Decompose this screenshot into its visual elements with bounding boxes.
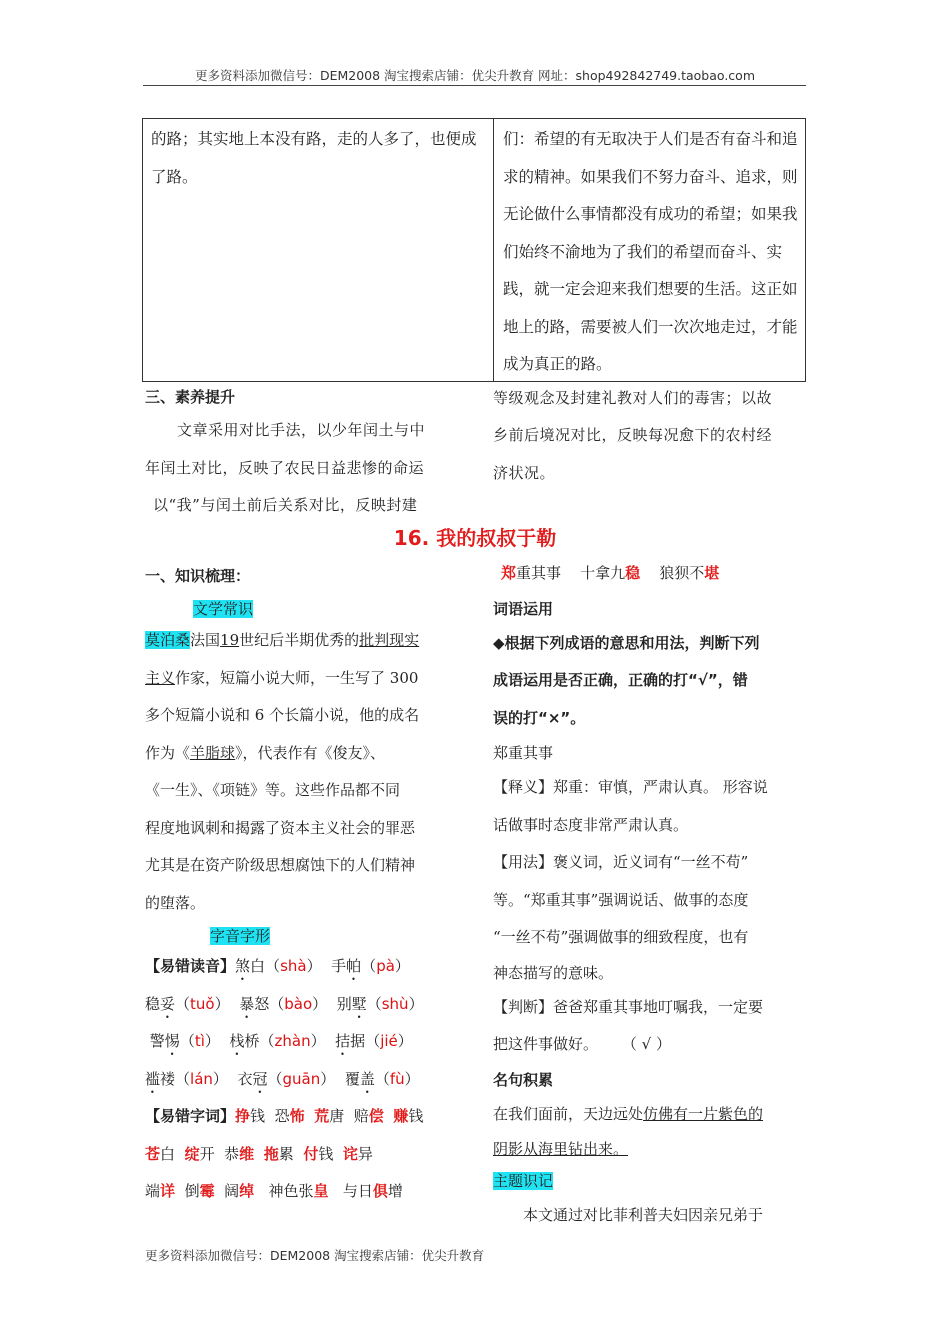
pron-char: 帕 xyxy=(346,957,362,975)
char-item xyxy=(354,1107,384,1125)
red-char: 维 xyxy=(239,1144,255,1163)
judge-line: 把这件事做好。 （ √ ） xyxy=(493,1035,671,1053)
pron-char: 褴 xyxy=(145,1069,161,1088)
char: 恭 xyxy=(224,1144,240,1163)
judge-line: 【判断】爸爸郑重其事地叮嘱我，一定要 xyxy=(493,997,764,1016)
char-line xyxy=(145,1098,465,1136)
pronunciation-item: 煞白（shà） xyxy=(235,957,322,975)
char-item xyxy=(224,1145,254,1163)
idiom xyxy=(580,564,640,582)
words-usage-heading: 词语运用 xyxy=(493,599,554,618)
pron-char: 警 xyxy=(149,1032,165,1050)
pronunciation-line xyxy=(145,986,465,1024)
char-item xyxy=(145,1182,175,1200)
char-item xyxy=(275,1107,305,1125)
definition-line: 【释义】郑重：审慎，严肃认真。 形容说 xyxy=(493,778,768,796)
char: 与日 xyxy=(342,1182,373,1200)
pinyin: guān xyxy=(282,1069,321,1088)
char-item xyxy=(314,1107,344,1125)
section3-line: 年闰土对比，反映了农民日益悲惨的命运 xyxy=(145,459,425,477)
red-char: 挣 xyxy=(235,1107,251,1125)
char: 赔 xyxy=(353,1107,369,1125)
idiom-word: 郑重其事 xyxy=(493,744,554,762)
pron-char: 墅 xyxy=(351,994,367,1013)
literature-label: 文学常识 xyxy=(193,600,254,618)
pron-char: 手 xyxy=(331,957,347,975)
pinyin: shù xyxy=(381,994,409,1013)
pronunciation-label-text: 【易错读音】 xyxy=(145,957,236,975)
char: 异 xyxy=(357,1144,373,1163)
section3-line: 乡前后境况对比，反映每况愈下的农村经 xyxy=(493,426,773,444)
pron-char: 衣 xyxy=(237,1069,253,1088)
red-char: 郑 xyxy=(501,564,517,582)
section3-line: 以“我”与闰土前后关系对比，反映封建 xyxy=(153,496,418,514)
pron-char: 褛 xyxy=(160,1069,176,1088)
author-name: 莫泊桑 xyxy=(145,631,191,649)
char: 端 xyxy=(145,1182,161,1200)
char: 累 xyxy=(278,1144,294,1163)
char: 白 xyxy=(160,1144,176,1163)
pinyin: jié xyxy=(380,1032,398,1050)
pronunciation-line xyxy=(145,1023,465,1061)
pinyin: shà xyxy=(280,957,307,975)
red-char: 详 xyxy=(160,1182,176,1200)
theme-label: 主题识记 xyxy=(493,1172,554,1190)
table-divider xyxy=(493,119,494,381)
pronunciation-item: 栈桥（zhàn） xyxy=(229,1032,326,1050)
section3-line: 等级观念及封建礼教对人们的毒害；以故 xyxy=(493,389,773,407)
pinyin: tuǒ xyxy=(190,994,215,1013)
comparison-table xyxy=(142,118,806,382)
red-char: 俱 xyxy=(372,1182,388,1200)
red-char: 荒 xyxy=(314,1107,330,1125)
right-column xyxy=(493,555,808,1235)
char: 神色张 xyxy=(268,1182,314,1200)
red-char: 付 xyxy=(303,1144,319,1163)
pron-char: 妥 xyxy=(160,994,176,1013)
pron-char: 冠 xyxy=(252,1069,268,1088)
pinyin: bào xyxy=(284,994,313,1013)
pronunciation-item: 稳妥（tuǒ） xyxy=(145,994,230,1013)
red-char: 霉 xyxy=(199,1182,215,1200)
pron-char: 盖 xyxy=(359,1069,375,1088)
pinyin: lán xyxy=(190,1069,213,1088)
char-line xyxy=(145,1136,465,1174)
pronunciation-item: 暴怒（bào） xyxy=(239,994,328,1013)
pronunciation-item: 褴褛（lán） xyxy=(145,1069,228,1088)
pron-char: 桥 xyxy=(244,1032,260,1050)
char-item xyxy=(185,1182,215,1200)
red-char: 怖 xyxy=(289,1107,305,1125)
pron-char: 稳 xyxy=(145,994,161,1013)
pronunciation-item: 衣冠（guān） xyxy=(237,1069,336,1088)
quote-line: 阴影从海里钻出来。 xyxy=(493,1140,629,1158)
table-cell-right: 们：希望的有无取决于人们是否有奋斗和追求的精神。如果我们不努力奋斗、追求，则无论做什么事情都没有成功的希望；如果我们始终不渝地为了我们的希望而奋斗、实践，就一定会迎来我们想要的生活。这正如地上的路，需要被人们一次次地走过，才能成为真正的路。 xyxy=(503,130,798,373)
header-divider xyxy=(143,85,806,86)
pinyin: pà xyxy=(376,957,395,975)
idiom xyxy=(659,564,719,582)
pinyin: zhàn xyxy=(274,1032,311,1050)
pron-char: 据 xyxy=(350,1032,366,1050)
pron-char: 栈 xyxy=(229,1032,245,1050)
pronunciation-item: 手帕（pà） xyxy=(331,957,410,975)
usage-line: 【用法】褒义词，近义词有“一丝不苟” xyxy=(493,853,749,871)
char-item xyxy=(343,1145,373,1163)
char-item xyxy=(264,1145,294,1163)
char-list xyxy=(145,1098,465,1211)
pronunciation-line xyxy=(145,1061,465,1099)
char-item xyxy=(185,1145,215,1163)
pron-char: 惕 xyxy=(164,1032,180,1050)
red-char: 稳 xyxy=(625,564,641,582)
pron-char: 煞 xyxy=(235,957,251,975)
char: 增 xyxy=(387,1182,403,1200)
page-footer: 更多资料添加微信号：DEM2008 淘宝搜索店铺：优尖升教育 xyxy=(145,1248,485,1263)
char: 阔 xyxy=(224,1182,240,1200)
char: 唐 xyxy=(329,1107,345,1125)
red-char: 赚 xyxy=(393,1107,409,1125)
question: ◆根据下列成语的意思和用法，判断下列 xyxy=(493,633,760,652)
char: 十拿九 xyxy=(580,564,626,582)
red-char: 诧 xyxy=(342,1144,358,1163)
idioms-line xyxy=(493,555,808,593)
char: 倒 xyxy=(184,1182,200,1200)
pron-char: 白 xyxy=(250,957,266,975)
pronunciation-item: 警惕（tì） xyxy=(149,1032,220,1050)
section-heading-3: 三、素养提升 xyxy=(145,388,236,406)
char: 重其事 xyxy=(516,564,562,582)
pron-char: 拮 xyxy=(335,1032,351,1050)
pronunciation-item: 拮据（jié） xyxy=(335,1032,413,1050)
page-header: 更多资料添加微信号：DEM2008 淘宝搜索店铺：优尖升教育 网址：shop492842749.taobao.com xyxy=(194,68,756,83)
lesson-title: 16. 我的叔叔于勒 xyxy=(393,526,557,550)
char-item xyxy=(303,1145,333,1163)
pronunciation-item: 覆盖（fù） xyxy=(344,1069,420,1088)
definition-line: 话做事时态度非常严肃认真。 xyxy=(493,815,689,834)
pronunciation-item: 别墅（shù） xyxy=(336,994,424,1013)
judge-mark: （ √ ） xyxy=(621,1035,671,1053)
char-item xyxy=(393,1107,423,1125)
quotes-heading: 名句积累 xyxy=(493,1070,554,1089)
char: 钱 xyxy=(250,1107,266,1125)
char-label-text: 【易错字词】 xyxy=(145,1107,236,1125)
usage-line: “一丝不苟”强调做事的细致程度，也有 xyxy=(493,928,749,946)
usage-line: 等。“郑重其事”强调说话、做事的态度 xyxy=(493,890,749,909)
char: 狼狈不 xyxy=(659,564,705,582)
pronunciation-list xyxy=(145,948,465,1098)
question: 成语运用是否正确，正确的打“√”，错 xyxy=(493,671,748,689)
usage-line: 神态描写的意味。 xyxy=(493,963,614,982)
char: 钱 xyxy=(408,1107,424,1125)
char-line xyxy=(145,1173,465,1211)
pronunciation-label: 字音字形 xyxy=(210,927,271,945)
quote-line: 在我们面前，天边远处仿佛有一片紫色的 xyxy=(493,1104,764,1123)
knowledge-heading: 一、知识梳理： xyxy=(145,567,251,585)
pinyin: fù xyxy=(389,1069,405,1088)
section3-line: 文章采用对比手法，以少年闰土与中 xyxy=(177,421,426,439)
theme-line: 本文通过对比菲利普夫妇因亲兄弟于 xyxy=(523,1206,764,1224)
literature-paragraph: 莫泊桑法国19世纪后半期优秀的批判现实 主义作家，短篇小说大师，一生写了 300 多个短篇小说和 6 个长篇小说，他的成名 作为《羊脂球》，代表作有《俊友》、 《一生》、《项链》等。这些作品都不同 程度地讽刺和揭露了资本主义社会的罪恶 尤其是在资产阶级思想腐蚀下的人们精神 的堕落。 xyxy=(145,631,420,912)
red-char: 偿 xyxy=(368,1107,384,1125)
pinyin: tì xyxy=(194,1032,205,1050)
idiom xyxy=(501,564,561,582)
question: 误的打“×”。 xyxy=(493,708,586,727)
char: 开 xyxy=(199,1144,215,1163)
red-char: 苍 xyxy=(145,1144,161,1163)
pron-char: 暴 xyxy=(239,994,255,1013)
red-char: 皇 xyxy=(313,1182,329,1200)
red-char: 绽 xyxy=(184,1144,200,1163)
char-item xyxy=(235,1107,265,1125)
char: 钱 xyxy=(318,1144,334,1163)
pronunciation-line xyxy=(145,948,465,986)
section3-line: 济状况。 xyxy=(493,464,556,482)
char: 恐 xyxy=(274,1107,290,1125)
red-char: 堪 xyxy=(704,564,720,582)
red-char: 拖 xyxy=(263,1144,279,1163)
table-cell-left: 的路；其实地上本没有路，走的人多了，也便成了路。 xyxy=(151,130,477,186)
pron-char: 别 xyxy=(336,994,352,1013)
char-item xyxy=(145,1145,175,1163)
pron-char: 覆 xyxy=(344,1069,360,1088)
char-item xyxy=(269,1182,329,1200)
red-char: 绰 xyxy=(239,1182,255,1200)
char-item xyxy=(343,1182,403,1200)
pron-char: 怒 xyxy=(254,994,270,1013)
char-item xyxy=(224,1182,254,1200)
